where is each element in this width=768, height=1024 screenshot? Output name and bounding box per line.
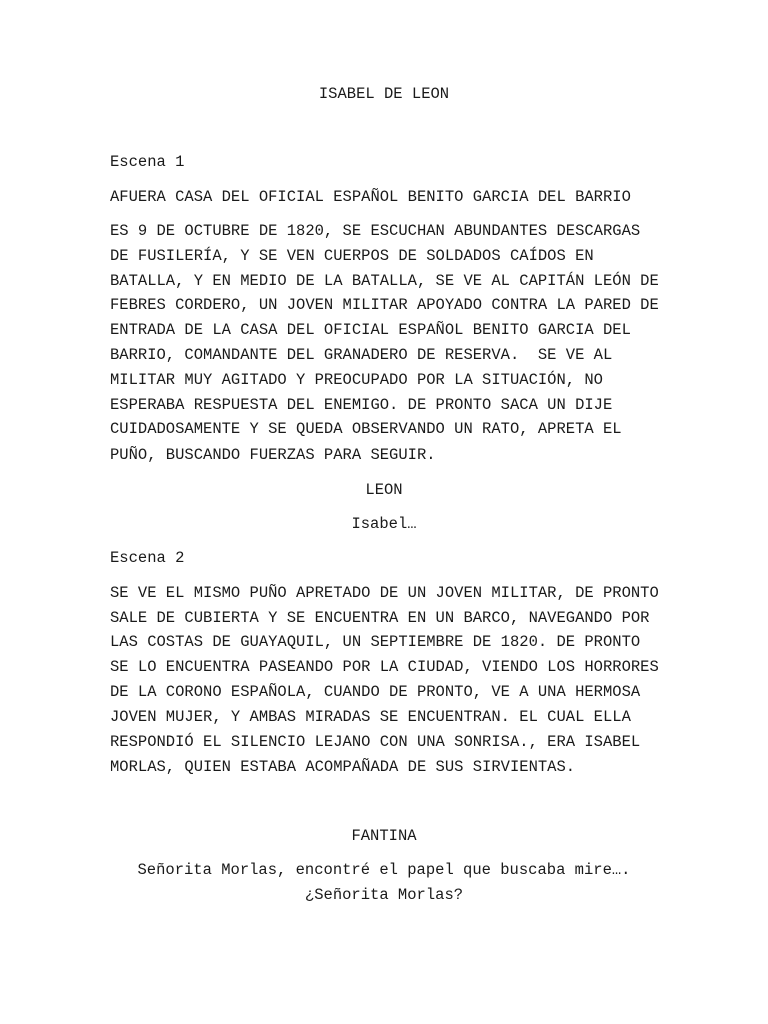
document-title: ISABEL DE LEON <box>318 85 450 103</box>
action-line: MILITAR MUY AGITADO Y PREOCUPADO POR LA SITUACIÓN, NO <box>110 371 603 389</box>
scene-heading-1: Escena 1 <box>110 153 185 171</box>
action-line: MORLAS, QUIEN ESTABA ACOMPAÑADA DE SUS SIRVIENTAS. <box>110 758 576 776</box>
action-line: BARRIO, COMANDANTE DEL GRANADERO DE RESERVA. SE VE AL <box>110 346 613 364</box>
action-line: RESPONDIÓ EL SILENCIO LEJANO CON UNA SONRISA., ERA ISABEL <box>110 733 641 751</box>
action-line: SE VE EL MISMO PUÑO APRETADO DE UN JOVEN MILITAR, DE PRONTO <box>110 584 659 602</box>
action-line: ES 9 DE OCTUBRE DE 1820, SE ESCUCHAN ABUNDANTES DESCARGAS <box>110 222 641 240</box>
character-name-leon: LEON <box>365 481 403 499</box>
scene-slugline-1: AFUERA CASA DEL OFICIAL ESPAÑOL BENITO GARCIA DEL BARRIO <box>110 188 631 206</box>
dialogue-fantina-line: ¿Señorita Morlas? <box>304 886 464 904</box>
action-line: PUÑO, BUSCANDO FUERZAS PARA SEGUIR. <box>110 446 436 464</box>
action-line: DE FUSILERÍA, Y SE VEN CUERPOS DE SOLDADOS CAÍDOS EN <box>110 247 594 265</box>
character-name-fantina: FANTINA <box>351 827 417 845</box>
action-line: ESPERABA RESPUESTA DEL ENEMIGO. DE PRONTO SACA UN DIJE <box>110 396 613 414</box>
action-line: JOVEN MUJER, Y AMBAS MIRADAS SE ENCUENTRAN. EL CUAL ELLA <box>110 708 631 726</box>
action-line: CUIDADOSAMENTE Y SE QUEDA OBSERVANDO UN RATO, APRETA EL <box>110 420 622 438</box>
action-line: LAS COSTAS DE GUAYAQUIL, UN SEPTIEMBRE DE 1820. DE PRONTO <box>110 633 641 651</box>
scene-heading-2: Escena 2 <box>110 549 185 567</box>
action-line: SE LO ENCUENTRA PASEANDO POR LA CIUDAD, VIENDO LOS HORRORES <box>110 658 659 676</box>
dialogue-leon: Isabel… <box>351 515 417 533</box>
dialogue-fantina-line: Señorita Morlas, encontré el papel que buscaba mire…. <box>137 861 631 879</box>
action-line: BATALLA, Y EN MEDIO DE LA BATALLA, SE VE AL CAPITÁN LEÓN DE <box>110 272 659 290</box>
action-line: DE LA CORONO ESPAÑOLA, CUANDO DE PRONTO, VE A UNA HERMOSA <box>110 683 641 701</box>
action-line: ENTRADA DE LA CASA DEL OFICIAL ESPAÑOL BENITO GARCIA DEL <box>110 321 631 339</box>
action-line: SALE DE CUBIERTA Y SE ENCUENTRA EN UN BARCO, NAVEGANDO POR <box>110 609 650 627</box>
action-line: FEBRES CORDERO, UN JOVEN MILITAR APOYADO CONTRA LA PARED DE <box>110 296 659 314</box>
